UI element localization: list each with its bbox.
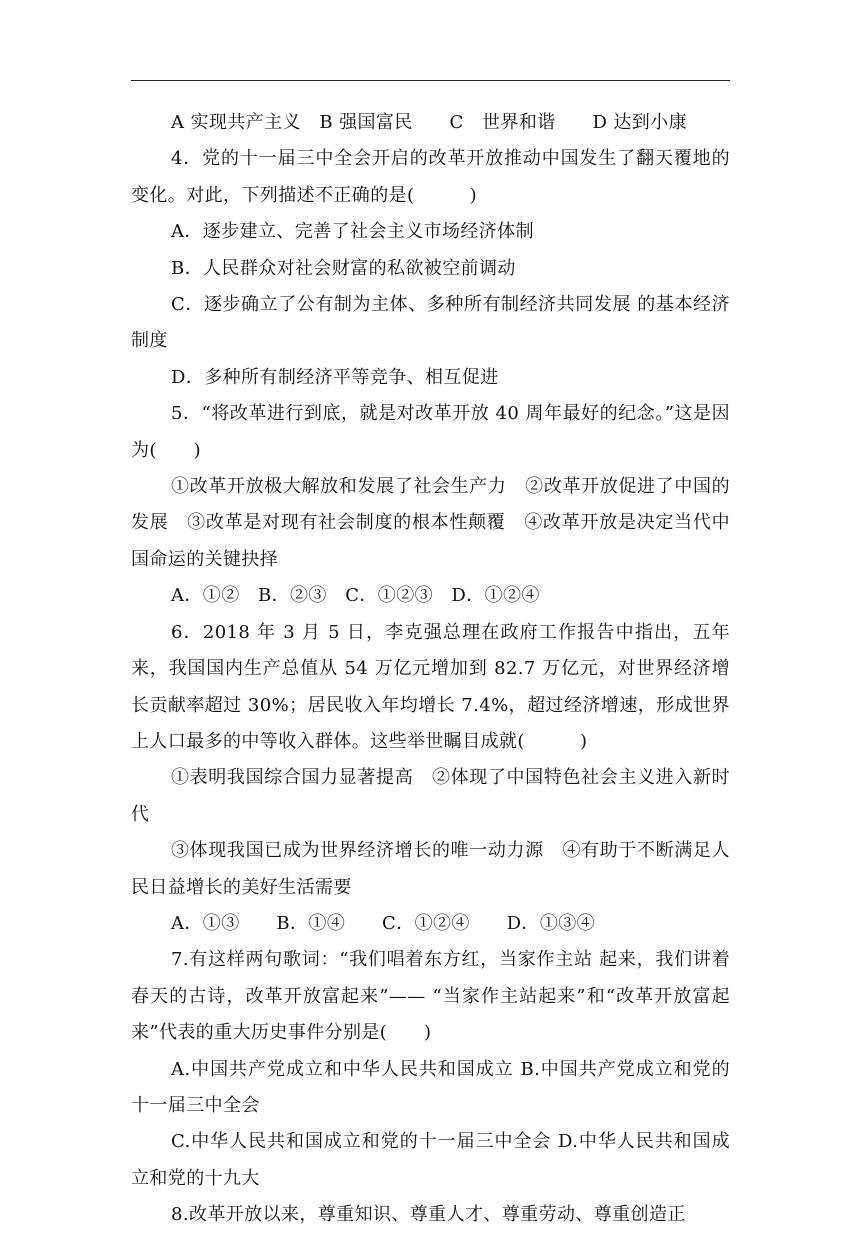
document-body [131, 105, 730, 1234]
q4-option-a: A．逐步建立、完善了社会主义市场经济体制 [171, 221, 534, 243]
q4-option-d: D．多种所有制经济平等竞争、相互促进 [171, 366, 499, 388]
q6-options: A．①③ B．①④ C．①②④ D．①③④ [171, 912, 596, 934]
q7-options-ab: A.中国共产党成立和中华人民共和国成立 B.中国共产党成立和党的十一届三中全会 [131, 1058, 730, 1116]
q7-stem: 7.有这样两句歌词：“我们唱着东方红，当家作主站 起来，我们讲着春天的古诗，改革开放富起来”—— “当家作主站起来”和“改革开放富起来”代表的重大历史事件分别是( ) [131, 949, 730, 1044]
q8-stem: 8.改革开放以来，尊重知识、尊重人才、尊重劳动、尊重创造正 [171, 1204, 686, 1226]
q4-option-c: C．逐步确立了公有制为主体、多种所有制经济共同发展 的基本经济制度 [131, 294, 730, 352]
q6-stem: 6．2018 年 3 月 5 日，李克强总理在政府工作报告中指出，五年来，我国国内生产总值从 54 万亿元增加到 82.7 万亿元，对世界经济增长贡献率超过 30%；居民收入年均增长 7.4%，超过经济增速，形成世界上人口最多的中等收入群体。这些举世瞩目成就( ) [131, 621, 730, 752]
q3-options: A 实现共产主义 B 强国富民 C 世界和谐 D 达到小康 [171, 112, 687, 133]
q4-stem: 4．党的十一届三中全会开启的改革开放推动中国发生了翻天覆地的变化。对此，下列描述不正确的是( ) [131, 148, 730, 206]
q7-options-cd: C.中华人民共和国成立和党的十一届三中全会 D.中华人民共和国成立和党的十九大 [131, 1131, 730, 1189]
q5-statements: ①改革开放极大解放和发展了社会生产力 ②改革开放促进了中国的发展 ③改革是对现有社会制度的根本性颠覆 ④改革开放是决定当代中国命运的关键抉择 [131, 476, 730, 570]
q5-stem: 5．“将改革进行到底，就是对改革开放 40 周年最好的纪念。”这是因为( ) [131, 403, 730, 461]
q4-option-b: B．人民群众对社会财富的私欲被空前调动 [171, 257, 516, 279]
header-rule [131, 80, 730, 81]
q6-statements-1: ①表明我国综合国力显著提高 ②体现了中国特色社会主义进入新时代 [131, 767, 730, 825]
q6-statements-2: ③体现我国已成为世界经济增长的唯一动力源 ④有助于不断满足人民日益增长的美好生活需要 [131, 840, 730, 898]
q5-options: A．①② B．②③ C．①②③ D．①②④ [171, 585, 540, 607]
